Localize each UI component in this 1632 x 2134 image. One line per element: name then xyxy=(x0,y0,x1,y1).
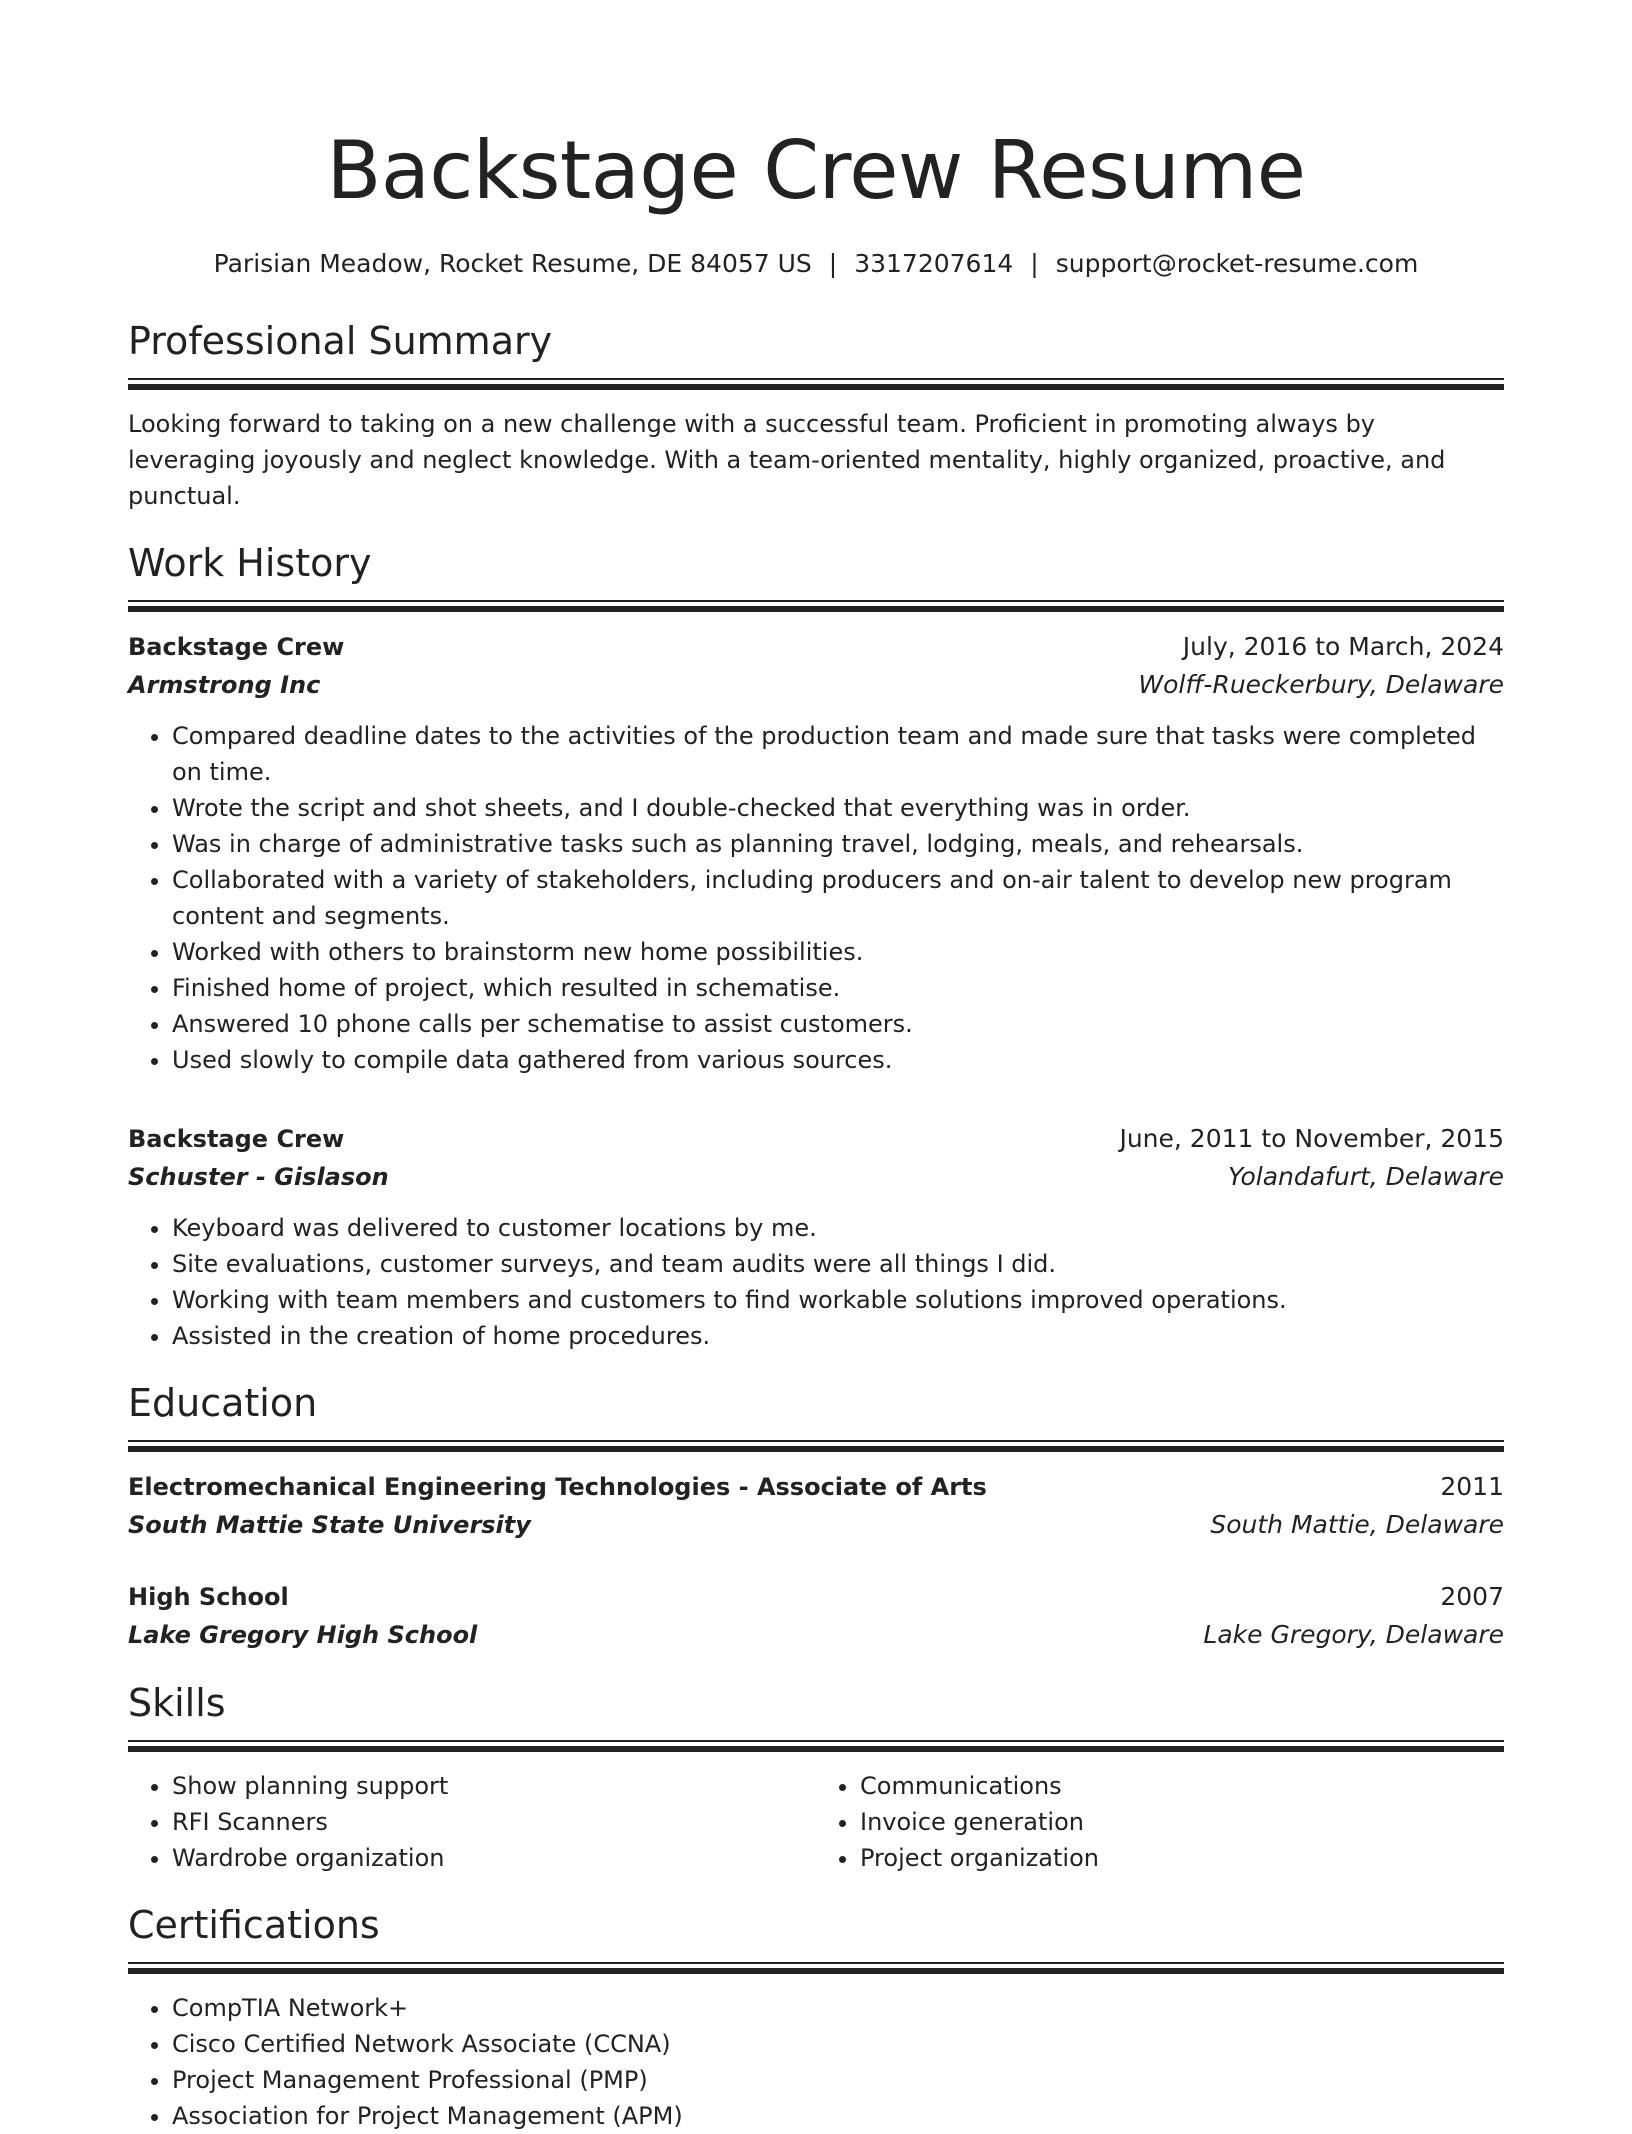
job-bullet: • Compared deadline dates to the activities of the production team and made sure that tasks were completed on time. xyxy=(172,718,1504,790)
education-year: 2011 xyxy=(1440,1472,1504,1501)
resume-title: Backstage Crew Resume xyxy=(326,124,1306,217)
job-header-row xyxy=(128,1120,1504,1158)
section-divider xyxy=(128,378,1504,390)
job-bullet: • Worked with others to brainstorm new home possibilities. xyxy=(172,934,1504,970)
education-school-row xyxy=(128,1506,1504,1544)
education-entry xyxy=(128,1578,1504,1654)
education-degree: High School xyxy=(128,1583,289,1611)
contact-phone: 3317207614 xyxy=(854,249,1014,278)
work-history-section xyxy=(128,540,1504,1354)
certifications-section xyxy=(128,1902,1504,2134)
education-location: South Mattie, Delaware xyxy=(1210,1510,1504,1539)
certification-item: • Association for Project Management (APM) xyxy=(172,2098,1504,2134)
skills-list-right xyxy=(816,1768,1504,1876)
skill-item: • Communications xyxy=(860,1768,1504,1804)
job-bullet: • Finished home of project, which resulted in schematise. xyxy=(172,970,1504,1006)
contact-address: Parisian Meadow, Rocket Resume, DE 84057 US xyxy=(213,249,812,278)
education-degree: Electromechanical Engineering Technologies - Associate of Arts xyxy=(128,1473,987,1501)
skills-columns xyxy=(128,1768,1504,1876)
job-location: Wolff-Rueckerbury, Delaware xyxy=(1138,670,1504,699)
section-divider xyxy=(128,1962,1504,1974)
education-school: South Mattie State University xyxy=(128,1511,531,1539)
job-entry xyxy=(128,1120,1504,1354)
education-header-row xyxy=(128,1578,1504,1616)
job-bullet: • Site evaluations, customer surveys, and team audits were all things I did. xyxy=(172,1246,1504,1282)
job-bullet: • Keyboard was delivered to customer locations by me. xyxy=(172,1210,1504,1246)
job-bullet: • Working with team members and customers to find workable solutions improved operations. xyxy=(172,1282,1504,1318)
job-location: Yolandafurt, Delaware xyxy=(1227,1162,1504,1191)
skill-item: • Project organization xyxy=(860,1840,1504,1876)
skills-section xyxy=(128,1680,1504,1876)
education-school-row xyxy=(128,1616,1504,1654)
education-header-row xyxy=(128,1468,1504,1506)
job-company: Schuster - Gislason xyxy=(128,1163,389,1191)
summary-section xyxy=(128,318,1504,514)
contact-separator: | xyxy=(828,249,838,278)
certification-item: • CompTIA Network+ xyxy=(172,1990,1504,2026)
job-bullet: • Was in charge of administrative tasks such as planning travel, lodging, meals, and rehearsals. xyxy=(172,826,1504,862)
education-location: Lake Gregory, Delaware xyxy=(1203,1620,1504,1649)
contact-separator: | xyxy=(1030,249,1039,278)
summary-text: Looking forward to taking on a new challenge with a successful team. Proficient in promoting always by leveraging joyously and neglect knowledge. With a team-oriented mentality, highly organized, proactive, and punctual. xyxy=(128,410,1446,510)
skill-item: • Wardrobe organization xyxy=(172,1840,816,1876)
skills-list-left xyxy=(128,1768,816,1876)
job-bullets xyxy=(128,718,1504,1078)
job-bullet: • Answered 10 phone calls per schematise to assist customers. xyxy=(172,1006,1504,1042)
section-heading-skills: Skills xyxy=(128,1681,226,1725)
section-heading-certifications: Certifications xyxy=(128,1903,380,1947)
job-company-row xyxy=(128,1158,1504,1196)
job-company: Armstrong Inc xyxy=(128,671,321,699)
section-divider xyxy=(128,600,1504,612)
job-title: Backstage Crew xyxy=(128,633,345,661)
section-divider xyxy=(128,1740,1504,1752)
job-bullet: • Used slowly to compile data gathered from various sources. xyxy=(172,1042,1504,1078)
job-bullet: • Wrote the script and shot sheets, and I double-checked that everything was in order. xyxy=(172,790,1504,826)
section-heading-education: Education xyxy=(128,1381,318,1425)
job-dates: July, 2016 to March, 2024 xyxy=(1182,632,1504,661)
education-year: 2007 xyxy=(1440,1582,1504,1611)
skill-item: • RFI Scanners xyxy=(172,1804,816,1840)
job-header-row xyxy=(128,628,1504,666)
job-bullets xyxy=(128,1210,1504,1354)
contact-line xyxy=(128,246,1504,282)
job-title: Backstage Crew xyxy=(128,1125,345,1153)
skill-item: • Show planning support xyxy=(172,1768,816,1804)
job-entry xyxy=(128,628,1504,1078)
contact-email[interactable]: support@rocket-resume.com xyxy=(1055,249,1419,278)
certification-item: • Cisco Certified Network Associate (CCNA) xyxy=(172,2026,1504,2062)
section-heading-summary: Professional Summary xyxy=(128,319,553,363)
certification-item: • Project Management Professional (PMP) xyxy=(172,2062,1504,2098)
education-school: Lake Gregory High School xyxy=(128,1621,478,1649)
job-company-row xyxy=(128,666,1504,704)
job-bullet: • Assisted in the creation of home procedures. xyxy=(172,1318,1504,1354)
job-bullet: • Collaborated with a variety of stakeholders, including producers and on-air talent to develop new program content and segments. xyxy=(172,862,1504,934)
section-divider xyxy=(128,1440,1504,1452)
skill-item: • Invoice generation xyxy=(860,1804,1504,1840)
education-section xyxy=(128,1380,1504,1654)
education-entry xyxy=(128,1468,1504,1544)
certifications-list xyxy=(128,1990,1504,2134)
job-dates: June, 2011 to November, 2015 xyxy=(1119,1124,1504,1153)
section-heading-work-history: Work History xyxy=(128,541,372,585)
